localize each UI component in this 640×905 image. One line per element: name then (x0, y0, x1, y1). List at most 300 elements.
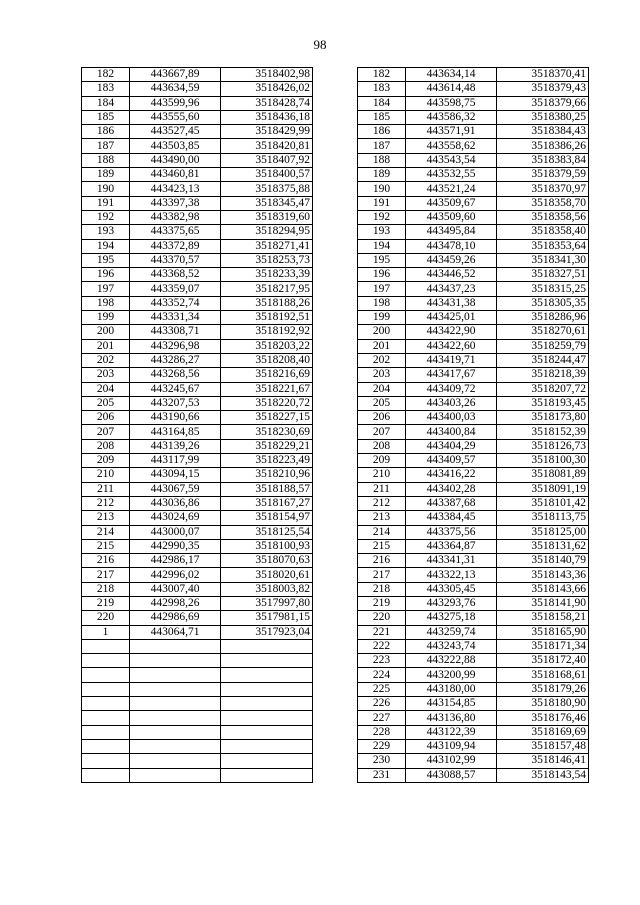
right-point-number: 202 (358, 353, 406, 367)
left-point-number (82, 739, 130, 753)
right-point-number: 198 (358, 296, 406, 310)
right-y-coordinate: 3518126,73 (497, 439, 589, 453)
right-y-coordinate: 3518100,30 (497, 454, 589, 468)
column-separator (313, 68, 358, 82)
left-y-coordinate: 3518167,27 (221, 496, 313, 510)
right-point-number: 194 (358, 239, 406, 253)
right-point-number: 223 (358, 654, 406, 668)
left-y-coordinate: 3518428,74 (221, 96, 313, 110)
left-y-coordinate: 3518429,99 (221, 125, 313, 139)
right-x-coordinate: 443341,31 (406, 554, 497, 568)
table-row (82, 253, 589, 267)
column-separator (313, 225, 358, 239)
left-point-number: 205 (82, 396, 130, 410)
table-row (82, 196, 589, 210)
left-x-coordinate (130, 639, 221, 653)
column-separator (313, 296, 358, 310)
right-y-coordinate: 3518146,41 (497, 754, 589, 768)
left-x-coordinate: 443064,71 (130, 625, 221, 639)
right-y-coordinate: 3518244,47 (497, 353, 589, 367)
right-point-number: 230 (358, 754, 406, 768)
column-separator (313, 639, 358, 653)
left-y-coordinate: 3518233,39 (221, 268, 313, 282)
table-row (82, 611, 589, 625)
right-point-number: 186 (358, 125, 406, 139)
right-y-coordinate: 3518270,61 (497, 325, 589, 339)
column-separator (313, 382, 358, 396)
right-x-coordinate: 443403,26 (406, 396, 497, 410)
left-x-coordinate: 443460,81 (130, 168, 221, 182)
right-point-number: 220 (358, 611, 406, 625)
right-x-coordinate: 443404,29 (406, 439, 497, 453)
left-point-number: 184 (82, 96, 130, 110)
left-x-coordinate: 443490,00 (130, 153, 221, 167)
table-row (82, 496, 589, 510)
right-y-coordinate: 3518101,42 (497, 496, 589, 510)
right-y-coordinate: 3518370,41 (497, 68, 589, 82)
right-x-coordinate: 443259,74 (406, 625, 497, 639)
column-separator (313, 554, 358, 568)
right-point-number: 218 (358, 582, 406, 596)
left-y-coordinate: 3518100,93 (221, 539, 313, 553)
left-x-coordinate (130, 697, 221, 711)
left-point-number: 207 (82, 425, 130, 439)
left-x-coordinate: 443007,40 (130, 582, 221, 596)
right-x-coordinate: 443384,45 (406, 511, 497, 525)
left-point-number: 182 (82, 68, 130, 82)
table-row (82, 110, 589, 124)
right-y-coordinate: 3518379,66 (497, 96, 589, 110)
column-separator (313, 439, 358, 453)
left-x-coordinate (130, 725, 221, 739)
left-x-coordinate (130, 668, 221, 682)
right-x-coordinate: 443459,26 (406, 253, 497, 267)
left-y-coordinate: 3518188,26 (221, 296, 313, 310)
left-point-number: 197 (82, 282, 130, 296)
column-separator (313, 739, 358, 753)
right-point-number: 221 (358, 625, 406, 639)
right-x-coordinate: 443400,03 (406, 411, 497, 425)
right-x-coordinate: 443598,75 (406, 96, 497, 110)
left-y-coordinate (221, 754, 313, 768)
left-y-coordinate: 3518400,57 (221, 168, 313, 182)
left-x-coordinate (130, 711, 221, 725)
column-separator (313, 454, 358, 468)
right-y-coordinate: 3518179,26 (497, 682, 589, 696)
table-row (82, 325, 589, 339)
right-point-number: 213 (358, 511, 406, 525)
right-point-number: 199 (358, 311, 406, 325)
left-x-coordinate: 443024,69 (130, 511, 221, 525)
left-x-coordinate: 443331,34 (130, 311, 221, 325)
right-point-number: 183 (358, 82, 406, 96)
right-x-coordinate: 443154,85 (406, 697, 497, 711)
right-point-number: 217 (358, 568, 406, 582)
right-y-coordinate: 3518081,89 (497, 468, 589, 482)
left-point-number: 186 (82, 125, 130, 139)
column-separator (313, 611, 358, 625)
right-point-number: 192 (358, 210, 406, 224)
left-y-coordinate (221, 682, 313, 696)
left-y-coordinate: 3518223,49 (221, 454, 313, 468)
column-separator (313, 425, 358, 439)
left-x-coordinate: 443000,07 (130, 525, 221, 539)
left-point-number: 220 (82, 611, 130, 625)
left-y-coordinate: 3518436,18 (221, 110, 313, 124)
right-y-coordinate: 3518141,90 (497, 596, 589, 610)
right-y-coordinate: 3518173,80 (497, 411, 589, 425)
column-separator (313, 311, 358, 325)
table-row (82, 682, 589, 696)
right-point-number: 187 (358, 139, 406, 153)
left-point-number: 199 (82, 311, 130, 325)
left-point-number: 214 (82, 525, 130, 539)
left-point-number (82, 697, 130, 711)
table-row (82, 125, 589, 139)
left-y-coordinate (221, 725, 313, 739)
table-row (82, 511, 589, 525)
table-row (82, 697, 589, 711)
left-point-number: 213 (82, 511, 130, 525)
table-row (82, 353, 589, 367)
right-y-coordinate: 3518327,51 (497, 268, 589, 282)
table-row (82, 439, 589, 453)
left-point-number: 198 (82, 296, 130, 310)
table-row (82, 153, 589, 167)
left-x-coordinate: 443036,86 (130, 496, 221, 510)
table-row (82, 654, 589, 668)
left-point-number: 188 (82, 153, 130, 167)
left-point-number: 217 (82, 568, 130, 582)
left-x-coordinate: 443423,13 (130, 182, 221, 196)
right-point-number: 219 (358, 596, 406, 610)
left-point-number (82, 754, 130, 768)
column-separator (313, 411, 358, 425)
left-point-number: 185 (82, 110, 130, 124)
left-y-coordinate: 3518217,95 (221, 282, 313, 296)
table-row (82, 82, 589, 96)
left-point-number: 210 (82, 468, 130, 482)
column-separator (313, 525, 358, 539)
right-point-number: 195 (358, 253, 406, 267)
left-y-coordinate (221, 668, 313, 682)
right-point-number: 185 (358, 110, 406, 124)
column-separator (313, 511, 358, 525)
left-x-coordinate: 443555,60 (130, 110, 221, 124)
right-point-number: 228 (358, 725, 406, 739)
column-separator (313, 139, 358, 153)
left-y-coordinate (221, 639, 313, 653)
left-point-number: 208 (82, 439, 130, 453)
left-x-coordinate: 442998,26 (130, 596, 221, 610)
column-separator (313, 353, 358, 367)
left-point-number: 189 (82, 168, 130, 182)
right-point-number: 203 (358, 368, 406, 382)
right-x-coordinate: 443122,39 (406, 725, 497, 739)
left-y-coordinate: 3518220,72 (221, 396, 313, 410)
left-point-number: 212 (82, 496, 130, 510)
left-y-coordinate: 3518216,69 (221, 368, 313, 382)
column-separator (313, 625, 358, 639)
right-point-number: 201 (358, 339, 406, 353)
table-row (82, 411, 589, 425)
right-y-coordinate: 3518286,96 (497, 311, 589, 325)
left-point-number: 204 (82, 382, 130, 396)
right-point-number: 191 (358, 196, 406, 210)
table-row (82, 582, 589, 596)
left-point-number: 193 (82, 225, 130, 239)
left-y-coordinate: 3518227,15 (221, 411, 313, 425)
left-x-coordinate (130, 654, 221, 668)
left-point-number: 191 (82, 196, 130, 210)
right-x-coordinate: 443478,10 (406, 239, 497, 253)
right-x-coordinate: 443509,67 (406, 196, 497, 210)
right-point-number: 210 (358, 468, 406, 482)
right-point-number: 229 (358, 739, 406, 753)
right-y-coordinate: 3518152,39 (497, 425, 589, 439)
right-x-coordinate: 443088,57 (406, 768, 497, 782)
right-y-coordinate: 3518353,64 (497, 239, 589, 253)
column-separator (313, 468, 358, 482)
column-separator (313, 482, 358, 496)
left-point-number: 219 (82, 596, 130, 610)
column-separator (313, 210, 358, 224)
right-x-coordinate: 443222,88 (406, 654, 497, 668)
right-y-coordinate: 3518341,30 (497, 253, 589, 267)
right-y-coordinate: 3518384,43 (497, 125, 589, 139)
left-x-coordinate: 443190,66 (130, 411, 221, 425)
right-point-number: 216 (358, 554, 406, 568)
table-row (82, 210, 589, 224)
left-x-coordinate: 443286,27 (130, 353, 221, 367)
right-point-number: 197 (358, 282, 406, 296)
right-y-coordinate: 3518379,59 (497, 168, 589, 182)
right-x-coordinate: 443180,00 (406, 682, 497, 696)
left-y-coordinate: 3518208,40 (221, 353, 313, 367)
right-y-coordinate: 3518193,45 (497, 396, 589, 410)
right-y-coordinate: 3518380,25 (497, 110, 589, 124)
table-row (82, 96, 589, 110)
column-separator (313, 339, 358, 353)
table-row (82, 68, 589, 82)
column-separator (313, 153, 358, 167)
column-separator (313, 125, 358, 139)
right-point-number: 225 (358, 682, 406, 696)
right-x-coordinate: 443322,13 (406, 568, 497, 582)
table-row (82, 139, 589, 153)
column-separator (313, 654, 358, 668)
right-y-coordinate: 3518386,26 (497, 139, 589, 153)
table-row (82, 625, 589, 639)
left-y-coordinate: 3518402,98 (221, 68, 313, 82)
right-y-coordinate: 3518383,84 (497, 153, 589, 167)
table-row (82, 168, 589, 182)
table-row (82, 711, 589, 725)
left-y-coordinate: 3518253,73 (221, 253, 313, 267)
left-y-coordinate: 3518407,92 (221, 153, 313, 167)
table-row (82, 368, 589, 382)
left-x-coordinate: 442986,69 (130, 611, 221, 625)
left-y-coordinate (221, 654, 313, 668)
right-y-coordinate: 3518168,61 (497, 668, 589, 682)
left-x-coordinate (130, 682, 221, 696)
right-x-coordinate: 443409,72 (406, 382, 497, 396)
right-x-coordinate: 443495,84 (406, 225, 497, 239)
left-x-coordinate: 443117,99 (130, 454, 221, 468)
left-point-number: 1 (82, 625, 130, 639)
right-y-coordinate: 3518171,34 (497, 639, 589, 653)
left-x-coordinate: 443268,56 (130, 368, 221, 382)
table-row (82, 425, 589, 439)
table-row (82, 768, 589, 782)
table-row (82, 639, 589, 653)
left-point-number: 218 (82, 582, 130, 596)
left-y-coordinate: 3518420,81 (221, 139, 313, 153)
column-separator (313, 253, 358, 267)
left-point-number: 195 (82, 253, 130, 267)
right-x-coordinate: 443509,60 (406, 210, 497, 224)
right-y-coordinate: 3518165,90 (497, 625, 589, 639)
left-x-coordinate: 443139,26 (130, 439, 221, 453)
left-y-coordinate: 3518426,02 (221, 82, 313, 96)
left-y-coordinate: 3518319,60 (221, 210, 313, 224)
right-x-coordinate: 443305,45 (406, 582, 497, 596)
left-x-coordinate: 443352,74 (130, 296, 221, 310)
right-point-number: 212 (358, 496, 406, 510)
left-point-number: 194 (82, 239, 130, 253)
left-y-coordinate (221, 697, 313, 711)
column-separator (313, 496, 358, 510)
left-y-coordinate: 3517981,15 (221, 611, 313, 625)
column-separator (313, 268, 358, 282)
table-row (82, 311, 589, 325)
right-point-number: 204 (358, 382, 406, 396)
right-x-coordinate: 443558,62 (406, 139, 497, 153)
right-y-coordinate: 3518358,40 (497, 225, 589, 239)
left-y-coordinate: 3518192,51 (221, 311, 313, 325)
left-y-coordinate: 3518203,22 (221, 339, 313, 353)
left-y-coordinate (221, 711, 313, 725)
left-y-coordinate: 3517923,04 (221, 625, 313, 639)
right-x-coordinate: 443416,22 (406, 468, 497, 482)
table-row (82, 725, 589, 739)
left-x-coordinate: 443503,85 (130, 139, 221, 153)
right-point-number: 211 (358, 482, 406, 496)
left-x-coordinate: 443296,98 (130, 339, 221, 353)
right-y-coordinate: 3518207,72 (497, 382, 589, 396)
left-point-number: 196 (82, 268, 130, 282)
right-x-coordinate: 443431,38 (406, 296, 497, 310)
column-separator (313, 110, 358, 124)
right-x-coordinate: 443243,74 (406, 639, 497, 653)
left-point-number: 202 (82, 353, 130, 367)
right-y-coordinate: 3518113,75 (497, 511, 589, 525)
table-row (82, 454, 589, 468)
left-x-coordinate: 443634,59 (130, 82, 221, 96)
table-row (82, 225, 589, 239)
left-point-number (82, 682, 130, 696)
right-y-coordinate: 3518143,36 (497, 568, 589, 582)
left-x-coordinate: 443370,57 (130, 253, 221, 267)
table-row (82, 554, 589, 568)
right-x-coordinate: 443437,23 (406, 282, 497, 296)
right-point-number: 206 (358, 411, 406, 425)
left-point-number: 190 (82, 182, 130, 196)
right-x-coordinate: 443409,57 (406, 454, 497, 468)
right-point-number: 224 (358, 668, 406, 682)
left-x-coordinate: 443372,89 (130, 239, 221, 253)
column-separator (313, 325, 358, 339)
right-point-number: 222 (358, 639, 406, 653)
table-row (82, 396, 589, 410)
left-y-coordinate: 3518125,54 (221, 525, 313, 539)
left-x-coordinate: 443368,52 (130, 268, 221, 282)
column-separator (313, 668, 358, 682)
left-y-coordinate: 3517997,80 (221, 596, 313, 610)
table-row (82, 239, 589, 253)
left-point-number: 215 (82, 539, 130, 553)
table-row (82, 482, 589, 496)
left-x-coordinate: 443308,71 (130, 325, 221, 339)
right-point-number: 188 (358, 153, 406, 167)
table-row (82, 268, 589, 282)
right-x-coordinate: 443364,87 (406, 539, 497, 553)
left-x-coordinate (130, 754, 221, 768)
left-y-coordinate: 3518375,88 (221, 182, 313, 196)
left-x-coordinate: 443382,98 (130, 210, 221, 224)
right-y-coordinate: 3518259,79 (497, 339, 589, 353)
right-x-coordinate: 443446,52 (406, 268, 497, 282)
column-separator (313, 697, 358, 711)
right-y-coordinate: 3518305,35 (497, 296, 589, 310)
left-x-coordinate: 442990,35 (130, 539, 221, 553)
column-separator (313, 725, 358, 739)
column-separator (313, 368, 358, 382)
table-row (82, 382, 589, 396)
right-point-number: 190 (358, 182, 406, 196)
right-x-coordinate: 443417,67 (406, 368, 497, 382)
left-x-coordinate: 443359,07 (130, 282, 221, 296)
left-point-number (82, 639, 130, 653)
right-x-coordinate: 443402,28 (406, 482, 497, 496)
right-point-number: 189 (358, 168, 406, 182)
right-x-coordinate: 443136,80 (406, 711, 497, 725)
right-x-coordinate: 443387,68 (406, 496, 497, 510)
right-x-coordinate: 443532,55 (406, 168, 497, 182)
right-y-coordinate: 3518169,69 (497, 725, 589, 739)
column-separator (313, 754, 358, 768)
right-point-number: 200 (358, 325, 406, 339)
left-x-coordinate: 443164,85 (130, 425, 221, 439)
right-y-coordinate: 3518218,39 (497, 368, 589, 382)
right-y-coordinate: 3518091,19 (497, 482, 589, 496)
right-x-coordinate: 443400,84 (406, 425, 497, 439)
column-separator (313, 96, 358, 110)
right-x-coordinate: 443425,01 (406, 311, 497, 325)
left-point-number (82, 768, 130, 782)
right-y-coordinate: 3518143,54 (497, 768, 589, 782)
left-point-number: 206 (82, 411, 130, 425)
left-x-coordinate: 443245,67 (130, 382, 221, 396)
right-x-coordinate: 443571,91 (406, 125, 497, 139)
table-row (82, 182, 589, 196)
left-y-coordinate: 3518188,57 (221, 482, 313, 496)
right-x-coordinate: 443422,60 (406, 339, 497, 353)
left-y-coordinate: 3518154,97 (221, 511, 313, 525)
page-number: 98 (313, 37, 327, 52)
column-separator (313, 711, 358, 725)
right-y-coordinate: 3518131,62 (497, 539, 589, 553)
